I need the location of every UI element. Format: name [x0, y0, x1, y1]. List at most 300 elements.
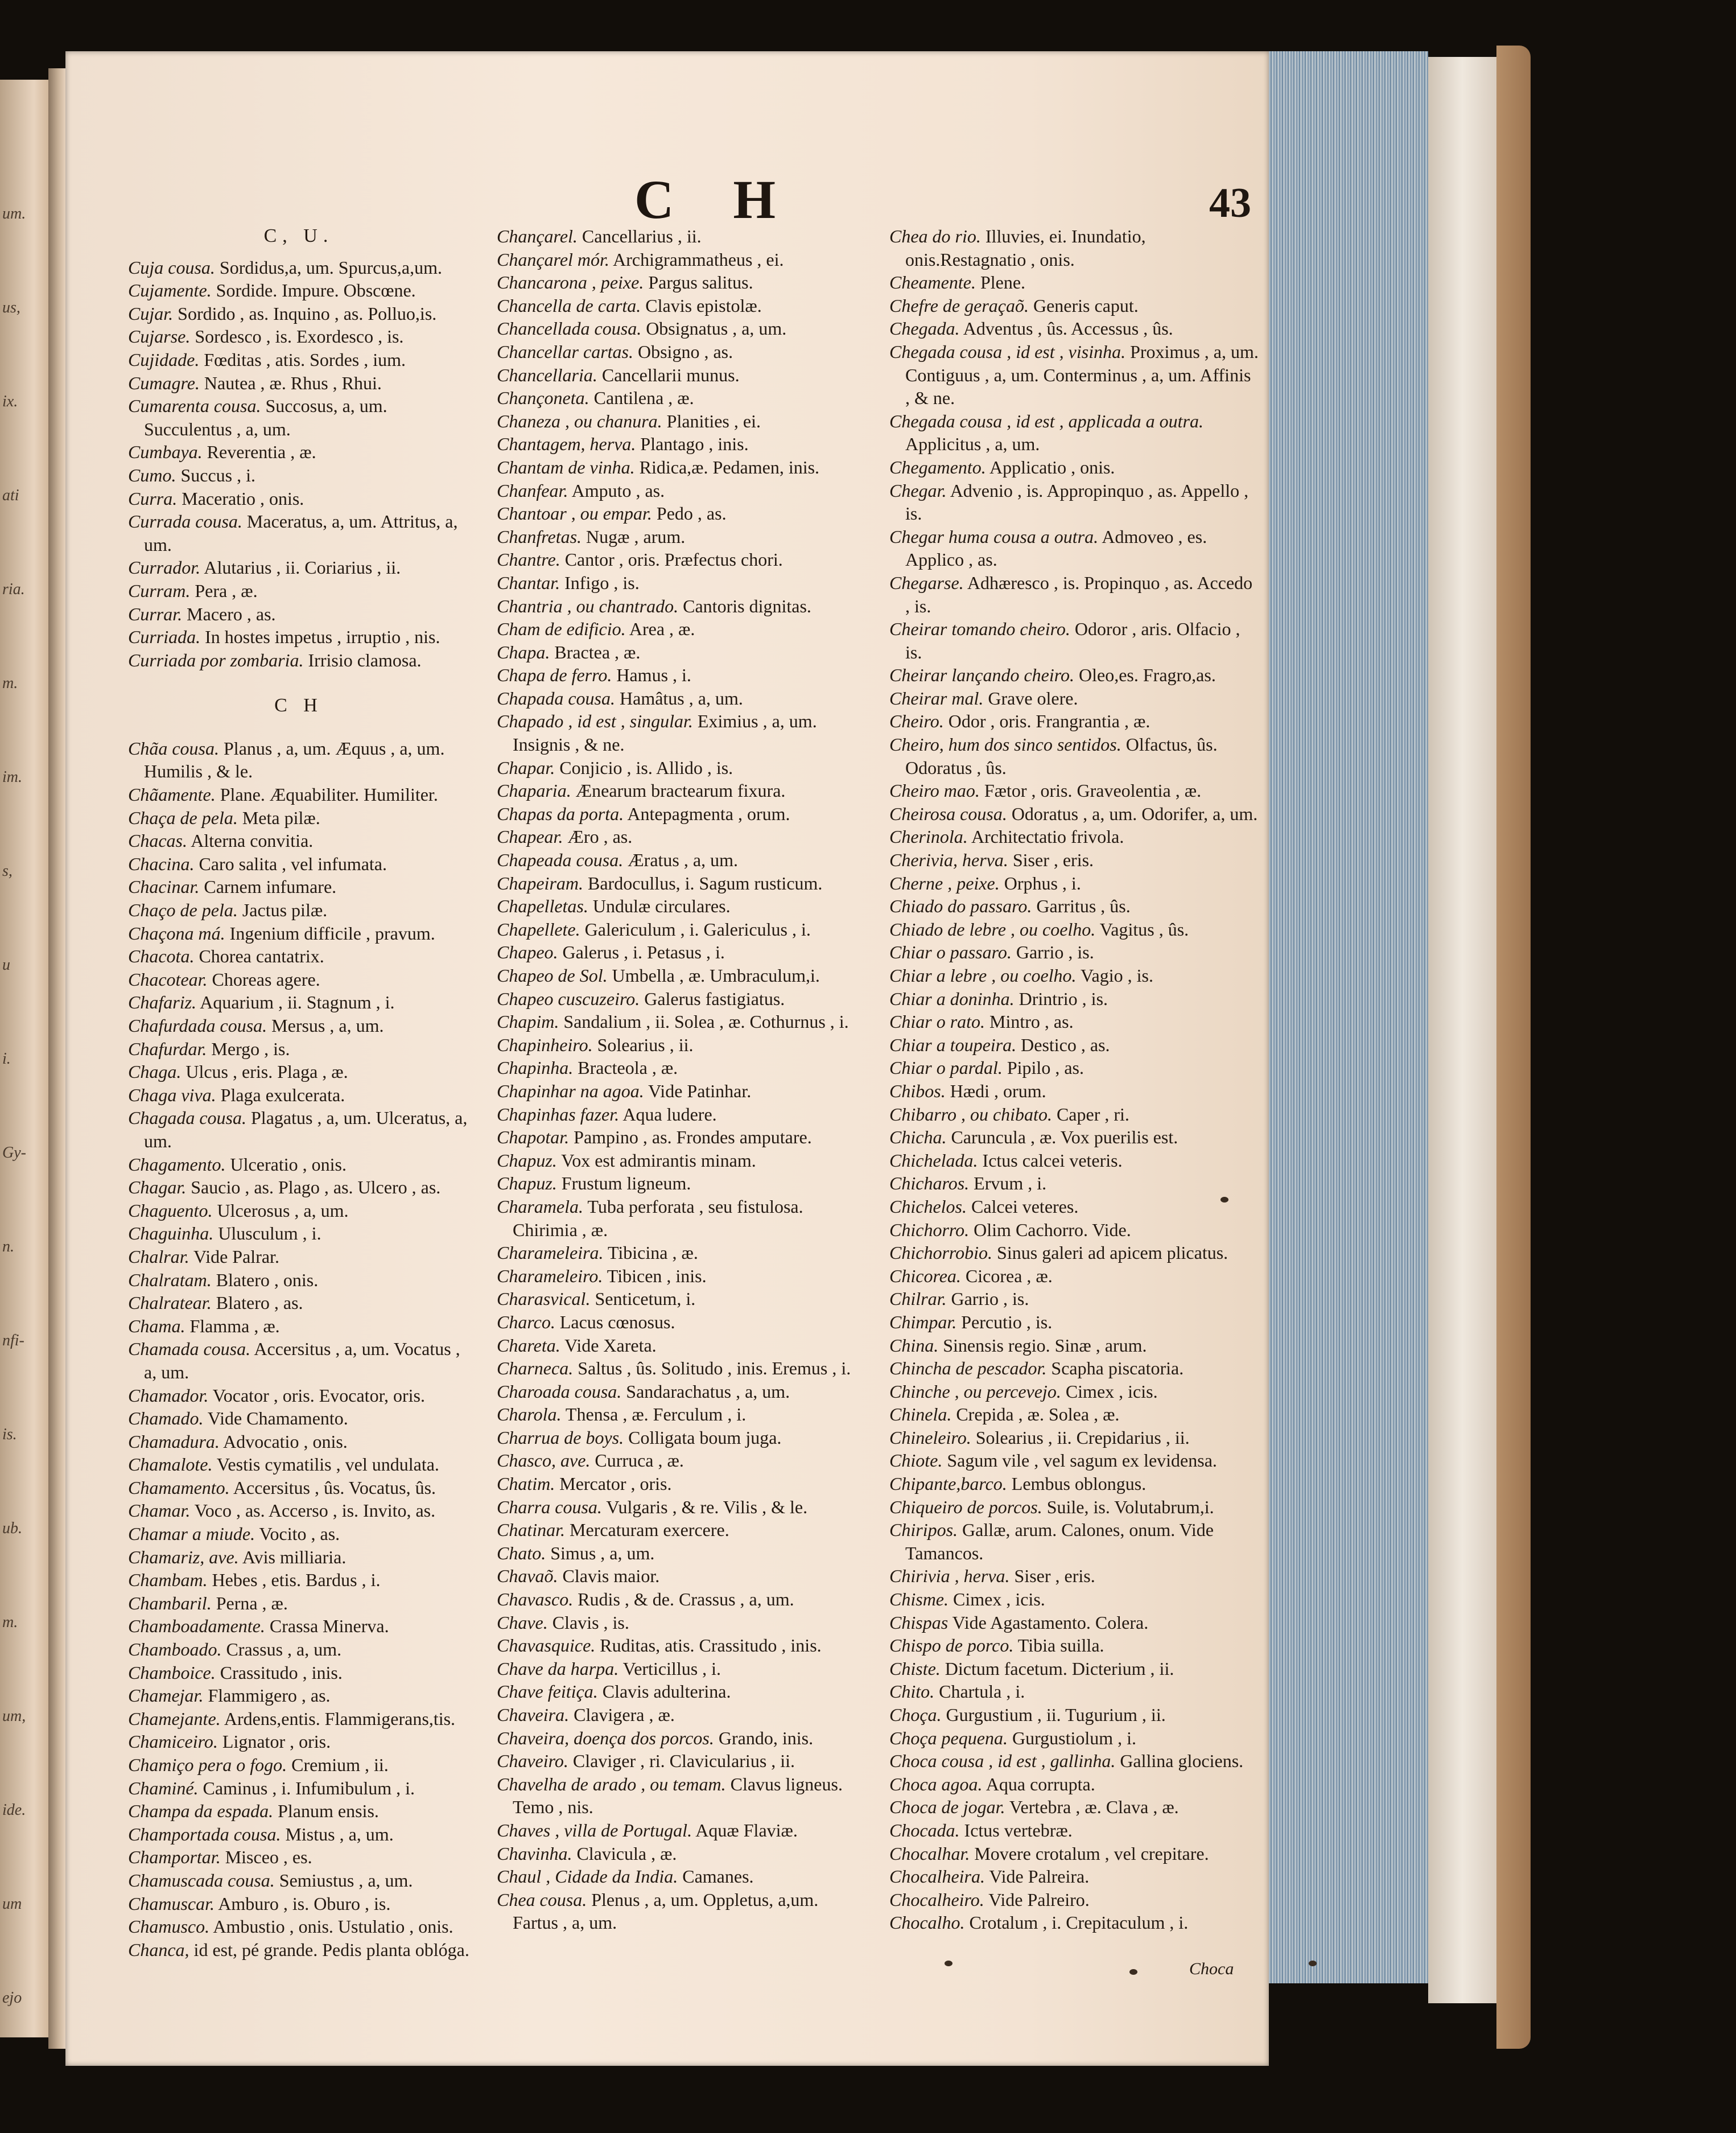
entry-definition: Senticetum, i.: [595, 1288, 696, 1310]
entry-definition: Galerus , i. Petasus , i.: [562, 942, 725, 963]
dictionary-entry: [889, 1472, 1259, 1496]
entry-definition: Vide Palrar.: [193, 1246, 279, 1267]
dictionary-entry: [497, 1149, 867, 1172]
left-margin-fragment: u: [2, 956, 10, 974]
entry-definition: Grando, inis.: [718, 1727, 814, 1748]
entry-definition: Generis caput.: [1033, 295, 1139, 316]
entry-definition: Pera , æ.: [195, 580, 258, 601]
entry-definition: Caruncula , æ. Vox puerilis est.: [951, 1127, 1178, 1148]
entry-headword: Chapado , id est , singular.: [497, 711, 693, 732]
entry-headword: Chiar a lebre , ou coelho.: [889, 965, 1077, 986]
entry-definition: Avis milliaria.: [242, 1546, 347, 1567]
entry-definition: Succosus, a, um. Succulentus , a, um.: [144, 396, 387, 439]
entry-headword: Cujidade.: [128, 349, 200, 370]
entry-definition: Voco , as. Accerso , is. Invito, as.: [194, 1500, 436, 1521]
dictionary-entry: [128, 1546, 469, 1569]
dictionary-entry: [889, 1241, 1259, 1265]
entry-headword: Chacotear.: [128, 969, 208, 990]
dictionary-entry: [497, 1311, 867, 1334]
entry-headword: Chegada cousa , id est , applicada a outra.: [889, 410, 1203, 431]
entry-headword: Chisme.: [889, 1589, 949, 1610]
dictionary-entry: [128, 510, 469, 556]
left-margin-fragment: i.: [2, 1050, 11, 1068]
entry-definition: Garrio , is.: [1016, 942, 1094, 963]
entry-definition: Pampino , as. Frondes amputare.: [574, 1127, 812, 1148]
entry-headword: Chave da harpa.: [497, 1658, 619, 1679]
entry-definition: Clavis , is.: [552, 1612, 629, 1633]
entry-headword: Cheirar lançando cheiro.: [889, 665, 1074, 686]
entry-definition: Suile, is. Volutabrum,i.: [1046, 1496, 1214, 1517]
dictionary-entry: [128, 1176, 469, 1199]
entry-headword: Chanfretas.: [497, 526, 582, 547]
entry-definition: Gallæ, arum. Calones, onum. Vide Tamancos.: [905, 1520, 1214, 1563]
entry-definition: Irrisio clamosa.: [308, 649, 422, 670]
entry-headword: Cheamente.: [889, 272, 976, 293]
entry-definition: Architectatio frivola.: [971, 826, 1124, 847]
entry-definition: Maceratus, a, um. Attritus, a, um.: [144, 511, 458, 555]
dictionary-entry: [497, 479, 867, 503]
dictionary-entry: [128, 1892, 469, 1916]
entry-headword: Chiar o passaro.: [889, 942, 1012, 963]
entry-headword: Chançoneta.: [497, 388, 589, 409]
dictionary-entry: [497, 987, 867, 1011]
column-3: [889, 225, 1259, 1934]
dictionary-entry: [889, 825, 1259, 849]
entry-definition: Sandarachatus , a, um.: [626, 1381, 790, 1402]
left-page-fragment: [0, 80, 48, 2037]
dictionary-entry: [889, 1796, 1259, 1819]
entry-definition: Ulusculum , i.: [218, 1223, 321, 1244]
dictionary-entry: [889, 294, 1259, 318]
entry-definition: Advenio , is. Appropinquo , as. Appello , is.: [905, 480, 1249, 524]
dictionary-entry: [497, 1080, 867, 1103]
entry-headword: Chancarona , peixe.: [497, 272, 644, 293]
entry-headword: Cheirar tomando cheiro.: [889, 619, 1070, 640]
entry-definition: Odoratus , a, um. Odorifer, a, um.: [1011, 803, 1258, 824]
dictionary-entry: [128, 1938, 469, 1962]
entry-headword: Curra.: [128, 488, 178, 509]
entry-definition: Vocator , oris. Evocator, oris.: [212, 1385, 425, 1406]
dictionary-entry: [128, 1684, 469, 1707]
dictionary-entry: [128, 1499, 469, 1522]
entry-headword: Chapada cousa.: [497, 687, 615, 709]
dictionary-entry: [128, 1592, 469, 1615]
entry-definition: Ervum , i.: [974, 1173, 1047, 1194]
entry-definition: Lignator , oris.: [222, 1731, 331, 1752]
entry-definition: Vagitus , ûs.: [1099, 919, 1189, 940]
wormhole: [1309, 1961, 1317, 1966]
entry-headword: Cherne , peixe.: [889, 872, 1000, 893]
wormhole: [945, 1961, 952, 1966]
entry-definition: Vide Palreira.: [989, 1866, 1090, 1887]
entry-headword: Chegar huma cousa a outra.: [889, 526, 1099, 547]
dictionary-entry: [889, 317, 1259, 340]
entry-headword: Chantoar , ou empar.: [497, 503, 652, 524]
entry-headword: Chamboice.: [128, 1662, 216, 1683]
column-2: [497, 225, 867, 1934]
entry-definition: Siser , eris.: [1014, 1566, 1095, 1587]
entry-headword: Charamela.: [497, 1196, 583, 1217]
entry-definition: Cimex , icis.: [953, 1589, 1045, 1610]
entry-definition: Odoror , aris. Olfacio , is.: [905, 619, 1240, 662]
entry-definition: Ambustio , onis. Ustulatio , onis.: [213, 1916, 453, 1937]
entry-definition: Vide Xareta.: [564, 1335, 657, 1356]
entry-headword: Chacina.: [128, 853, 195, 874]
entry-definition: Vagio , is.: [1080, 965, 1153, 986]
entry-definition: Crepida , æ. Solea , æ.: [956, 1404, 1120, 1425]
entry-headword: Cujamente.: [128, 280, 212, 301]
dictionary-entry: [497, 1564, 867, 1588]
entry-headword: Chapeo cuscuzeiro.: [497, 988, 640, 1009]
dictionary-entry: [889, 779, 1259, 802]
dictionary-entry: [497, 248, 867, 271]
entry-headword: Chaparia.: [497, 780, 571, 801]
entry-headword: Chançarel.: [497, 226, 578, 246]
dictionary-entry: [128, 806, 469, 830]
entry-headword: Curriada.: [128, 627, 201, 648]
entry-headword: Chea cousa.: [497, 1889, 587, 1910]
dictionary-entry: [497, 1842, 867, 1866]
entry-definition: Cremium , ii.: [291, 1755, 389, 1775]
entry-definition: Obsignatus , a, um.: [646, 318, 787, 339]
entry-definition: Tibicina , æ.: [607, 1242, 698, 1263]
entry-headword: Chamejante.: [128, 1708, 221, 1729]
dictionary-entry: [128, 1337, 469, 1383]
dictionary-entry: [128, 1777, 469, 1800]
dictionary-entry: [889, 1334, 1259, 1357]
entry-headword: Chãa cousa.: [128, 738, 219, 759]
dictionary-entry: [889, 456, 1259, 479]
dictionary-entry: [497, 271, 867, 294]
entry-headword: Chamadura.: [128, 1431, 220, 1452]
dictionary-entry: [497, 410, 867, 433]
entry-headword: Chatinar.: [497, 1520, 566, 1541]
entry-definition: Blatero , as.: [216, 1292, 303, 1313]
dictionary-entry: [128, 829, 469, 853]
entry-headword: Currada cousa.: [128, 511, 242, 532]
entry-headword: Chaçona má.: [128, 923, 225, 944]
left-margin-fragment: Gy-: [2, 1144, 26, 1162]
entry-definition: id est, pé grande. Pedis planta oblóga.: [193, 1939, 469, 1960]
entry-headword: Chalratam.: [128, 1269, 212, 1290]
dictionary-entry: [889, 1033, 1259, 1057]
dictionary-page: [65, 51, 1269, 2066]
entry-headword: Cumagre.: [128, 372, 200, 393]
entry-headword: Curram.: [128, 580, 191, 601]
entry-definition: Tibia suilla.: [1017, 1635, 1104, 1656]
dictionary-entry: [128, 1106, 469, 1152]
entry-headword: Chavasquice.: [497, 1635, 596, 1656]
entry-headword: Chicorea.: [889, 1265, 961, 1286]
dictionary-entry: [128, 968, 469, 991]
page-edges: [1269, 51, 1428, 1983]
dictionary-entry: [128, 394, 469, 440]
entry-headword: Chinela.: [889, 1404, 952, 1425]
entry-headword: Chamuscar.: [128, 1893, 215, 1914]
entry-definition: Curruca , æ.: [595, 1450, 684, 1471]
entry-headword: Chocada.: [889, 1819, 960, 1840]
dictionary-entry: [497, 1865, 867, 1888]
book-gutter: [48, 68, 65, 2049]
dictionary-entry: [497, 433, 867, 456]
dictionary-entry: [497, 1265, 867, 1288]
entry-headword: Chiote.: [889, 1450, 943, 1471]
entry-definition: Ictus vertebræ.: [964, 1819, 1073, 1840]
entry-definition: Tibicen , inis.: [607, 1265, 707, 1286]
book-cover-edge: [1496, 46, 1531, 2049]
dictionary-entry: [889, 1195, 1259, 1218]
entry-definition: Illuvies, ei. Inundatio, onis.Restagnatio , onis.: [905, 226, 1146, 270]
entry-definition: Verticillus , i.: [622, 1658, 721, 1679]
entry-headword: Chiripos.: [889, 1520, 958, 1541]
entry-headword: Chaguinha.: [128, 1223, 214, 1244]
dictionary-entry: [889, 1773, 1259, 1796]
entry-definition: Galerus fastigiatus.: [644, 988, 785, 1009]
entry-definition: Choreas agere.: [212, 969, 320, 990]
dictionary-entry: [128, 464, 469, 487]
entry-headword: Cujarse.: [128, 326, 191, 347]
dictionary-entry: [128, 1430, 469, 1453]
entry-headword: Chanca,: [128, 1939, 189, 1960]
entry-headword: Chapinha.: [497, 1057, 574, 1078]
entry-definition: Applicitus , a, um.: [905, 434, 1040, 455]
page-block-edge: [1428, 57, 1496, 2003]
entry-headword: Chatim.: [497, 1473, 555, 1494]
dictionary-entry: [497, 1518, 867, 1542]
entry-definition: Vide Palreiro.: [988, 1889, 1090, 1910]
dictionary-entry: [128, 1846, 469, 1869]
entry-definition: Destico , as.: [1021, 1034, 1110, 1055]
dictionary-entry: [128, 603, 469, 626]
dictionary-entry: [889, 1449, 1259, 1472]
wormhole: [1129, 1969, 1137, 1975]
entry-headword: Chapinhas fazer.: [497, 1103, 620, 1125]
entry-headword: Chapotar.: [497, 1127, 570, 1148]
entry-definition: Frustum ligneum.: [561, 1173, 691, 1194]
entry-headword: Charco.: [497, 1311, 555, 1332]
entry-definition: Claviger , ri. Clavicularius , ii.: [572, 1751, 795, 1772]
dictionary-entry: [497, 571, 867, 595]
entry-headword: Chamuscada cousa.: [128, 1870, 275, 1891]
entry-headword: Charasvical.: [497, 1288, 591, 1310]
entry-headword: Chineleiro.: [889, 1427, 971, 1448]
entry-definition: Garritus , ûs.: [1036, 896, 1131, 917]
entry-headword: Chilrar.: [889, 1288, 947, 1310]
left-margin-fragment: n.: [2, 1238, 14, 1255]
entry-definition: Ænearum bractearum fixura.: [575, 780, 786, 801]
dictionary-entry: [889, 1056, 1259, 1080]
entry-definition: Pedo , as.: [656, 503, 727, 524]
dictionary-entry: [497, 918, 867, 941]
left-margin-fragment: m.: [2, 674, 18, 692]
dictionary-entry: [497, 1172, 867, 1195]
entry-definition: Gurgustium , ii. Tugurium , ii.: [946, 1704, 1166, 1725]
entry-headword: Chapinheiro.: [497, 1034, 593, 1055]
entry-headword: Chamboadamente.: [128, 1616, 265, 1637]
entry-headword: Chapeo de Sol.: [497, 965, 608, 986]
entry-definition: Vide Agastamento. Colera.: [952, 1612, 1149, 1633]
entry-headword: Chaveira.: [497, 1704, 570, 1725]
entry-headword: Chapuz.: [497, 1173, 557, 1194]
dictionary-entry: [889, 1611, 1259, 1634]
entry-headword: Chagada cousa.: [128, 1107, 246, 1129]
entry-headword: Chiste.: [889, 1658, 941, 1679]
entry-headword: Cham de edificio.: [497, 619, 626, 640]
entry-definition: Cantoris dignitas.: [683, 595, 811, 616]
entry-headword: Chiado do passaro.: [889, 896, 1032, 917]
dictionary-entry: [128, 922, 469, 945]
dictionary-entry: [889, 1518, 1259, 1564]
page-number: 43: [1209, 180, 1251, 227]
dictionary-entry: [889, 1103, 1259, 1126]
dictionary-entry: [497, 340, 867, 364]
dictionary-entry: [497, 1496, 867, 1519]
dictionary-entry: [128, 302, 469, 326]
entry-headword: Champortar.: [128, 1847, 221, 1868]
entry-definition: In hostes impetus , irruptio , nis.: [205, 627, 440, 648]
left-margin-fragment: nfi-: [2, 1332, 24, 1349]
dictionary-entry: [497, 1888, 867, 1934]
dictionary-entry: [889, 1311, 1259, 1334]
dictionary-entry: [128, 1915, 469, 1938]
entry-headword: Chirivia , herva.: [889, 1566, 1010, 1587]
entry-headword: Chave.: [497, 1612, 548, 1633]
entry-definition: Odor , oris. Frangrantia , æ.: [948, 711, 1151, 732]
entry-definition: Sinensis regio. Sinæ , arum.: [943, 1335, 1147, 1356]
entry-definition: Plane. Æquabiliter. Humiliter.: [220, 784, 438, 805]
entry-definition: Aquarium , ii. Stagnum , i.: [200, 992, 395, 1013]
entry-headword: Currador.: [128, 557, 201, 578]
entry-headword: Chaça de pela.: [128, 807, 238, 828]
dictionary-entry: [889, 271, 1259, 294]
entry-definition: Sordidus,a, um. Spurcus,a,um.: [219, 257, 442, 278]
left-margin-fragment: s,: [2, 862, 13, 880]
entry-definition: Drintrio , is.: [1018, 988, 1108, 1009]
entry-definition: Gallina glociens.: [1120, 1751, 1244, 1772]
dictionary-entry: [889, 479, 1259, 525]
entry-headword: Chantria , ou chantrado.: [497, 595, 679, 616]
entry-definition: Lembus oblongus.: [1011, 1473, 1147, 1494]
dictionary-entry: [889, 1865, 1259, 1888]
entry-definition: Undulæ circulares.: [592, 896, 731, 917]
dictionary-entry: [889, 1564, 1259, 1588]
entry-definition: Plantago , inis.: [640, 434, 749, 455]
dictionary-entry: [497, 1588, 867, 1611]
entry-definition: Blatero , onis.: [216, 1269, 319, 1290]
entry-definition: Plagatus , a, um. Ulceratus, a, um.: [144, 1107, 468, 1151]
dictionary-entry: [128, 1269, 469, 1292]
entry-headword: Chichelos.: [889, 1196, 967, 1217]
dictionary-entry: [128, 1153, 469, 1176]
entry-headword: Cumarenta cousa.: [128, 396, 261, 417]
entry-headword: Chançarel mór.: [497, 249, 609, 270]
entry-definition: Galericulum , i. Galericulus , i.: [584, 919, 811, 940]
dictionary-entry: [497, 1403, 867, 1426]
entry-headword: Charameleiro.: [497, 1265, 603, 1286]
left-margin-fragment: us,: [2, 299, 20, 316]
dictionary-entry: [889, 687, 1259, 710]
dictionary-entry: [128, 1407, 469, 1430]
entry-definition: Dictum facetum. Dicterium , ii.: [945, 1658, 1174, 1679]
entry-headword: Chantar.: [497, 572, 560, 593]
entry-definition: Ridica,æ. Pedamen, inis.: [639, 456, 820, 477]
dictionary-entry: [889, 340, 1259, 410]
entry-definition: Sinus galeri ad apicem plicatus.: [997, 1242, 1228, 1263]
entry-definition: Reverentia , æ.: [207, 442, 316, 463]
entry-definition: Saucio , as. Plago , as. Ulcero , as.: [191, 1177, 441, 1198]
entry-headword: Chegada.: [889, 318, 960, 339]
entry-headword: Chincha de pescador.: [889, 1358, 1047, 1379]
dictionary-entry: [497, 1287, 867, 1311]
entry-headword: Chipante,barco.: [889, 1473, 1007, 1494]
dictionary-entry: [889, 1703, 1259, 1727]
entry-definition: Pargus salitus.: [648, 272, 753, 293]
entry-headword: Chamusco.: [128, 1916, 210, 1937]
entry-headword: Charoada cousa.: [497, 1381, 622, 1402]
dictionary-entry: [128, 1800, 469, 1823]
dictionary-entry: [128, 487, 469, 510]
dictionary-entry: [497, 617, 867, 641]
entry-headword: Cumo.: [128, 464, 176, 485]
entry-headword: Chapeiram.: [497, 872, 583, 893]
left-margin-fragment: im.: [2, 768, 22, 786]
entry-definition: Ardens,entis. Flammigerans,tis.: [224, 1708, 456, 1729]
entry-definition: Vox est admirantis minam.: [561, 1150, 756, 1171]
entry-headword: Chiar o rato.: [889, 1011, 985, 1032]
entry-definition: Flamma , æ.: [189, 1315, 280, 1336]
entry-headword: Chapellete.: [497, 919, 580, 940]
dictionary-entry: [497, 1010, 867, 1033]
dictionary-entry: [889, 410, 1259, 456]
dictionary-entry: [128, 783, 469, 806]
entry-headword: Chaga.: [128, 1061, 182, 1082]
dictionary-entry: [889, 1265, 1259, 1288]
entry-definition: Mercaturam exercere.: [570, 1520, 729, 1541]
dictionary-entry: [889, 710, 1259, 733]
dictionary-entry: [128, 1315, 469, 1338]
entry-definition: Crassus , a, um.: [226, 1639, 342, 1660]
dictionary-entry: [128, 1753, 469, 1777]
entry-definition: Scapha piscatoria.: [1051, 1358, 1184, 1379]
entry-definition: Adventus , ûs. Accessus , ûs.: [963, 318, 1173, 339]
entry-headword: Chicharos.: [889, 1173, 970, 1194]
dictionary-entry: [889, 1749, 1259, 1773]
entry-definition: Aquæ Flaviæ.: [695, 1819, 798, 1840]
entry-definition: Sordide. Impure. Obscœne.: [216, 280, 416, 301]
dictionary-entry: [889, 733, 1259, 779]
dictionary-entry: [128, 945, 469, 968]
dictionary-entry: [889, 664, 1259, 687]
entry-definition: Pipilo , as.: [1007, 1057, 1084, 1078]
dictionary-entry: [497, 1103, 867, 1126]
entry-definition: Archigrammatheus , ei.: [613, 249, 784, 270]
entry-definition: Solearius , ii.: [597, 1034, 694, 1055]
left-margin-fragment: um,: [2, 1707, 26, 1725]
dictionary-entry: [497, 872, 867, 895]
entry-headword: Chiar a doninha.: [889, 988, 1015, 1009]
dictionary-entry: [889, 1888, 1259, 1912]
dictionary-entry: [497, 1749, 867, 1773]
dictionary-entry: [889, 525, 1259, 571]
dictionary-entry: [128, 625, 469, 649]
dictionary-entry: [889, 872, 1259, 895]
dictionary-entry: [889, 1010, 1259, 1033]
entry-headword: Chavinha.: [497, 1843, 572, 1864]
entry-definition: Clavigera , æ.: [574, 1704, 675, 1725]
entry-headword: Chareta.: [497, 1335, 560, 1356]
entry-definition: Hædi , orum.: [950, 1080, 1046, 1101]
entry-headword: Chamado.: [128, 1408, 204, 1429]
